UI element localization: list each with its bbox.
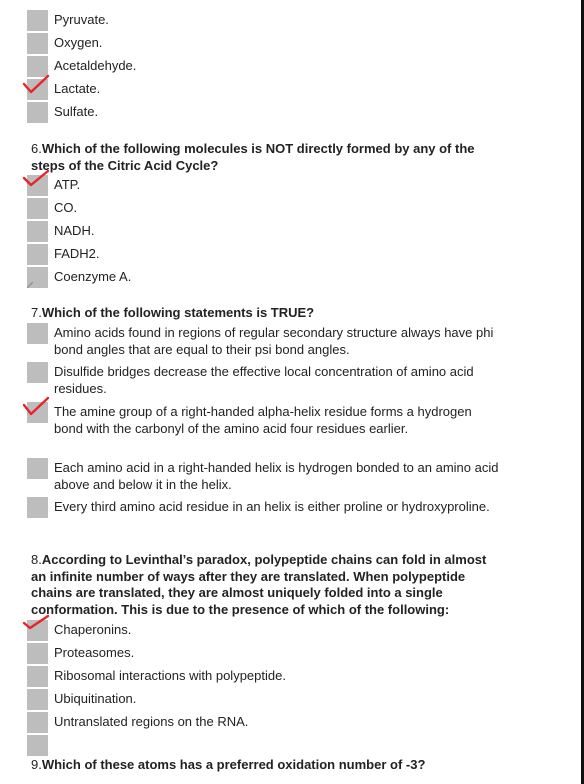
question-9 (31, 757, 501, 774)
checkmark-icon (21, 73, 51, 97)
checkbox[interactable] (27, 458, 48, 479)
checkbox[interactable] (27, 102, 48, 123)
question-8 (31, 552, 501, 618)
question-prompt: According to Levinthal’s paradox, polypeptide chains can fold in almost an infinite number of ways after they are translated. When polypeptide chains are translated, they are almost uniquely folded into a single conformation. This is due to the presence of which of the following: (31, 552, 487, 617)
checkbox[interactable] (27, 221, 48, 242)
option-label: Sulfate. (54, 104, 99, 119)
question-7 (31, 305, 501, 322)
option-label: Proteasomes. (54, 645, 135, 660)
option-label: Disulfide bridges decrease the effective local concentration of amino acid residues. (54, 364, 474, 396)
option-label: Acetaldehyde. (54, 58, 137, 73)
checkbox[interactable] (27, 267, 48, 288)
question-number: 9. (31, 757, 42, 772)
checkbox[interactable] (27, 198, 48, 219)
checkbox[interactable] (27, 33, 48, 54)
checkbox[interactable] (27, 666, 48, 687)
option-label: ATP. (54, 177, 81, 192)
checkbox[interactable] (27, 712, 48, 733)
option-label: Ubiquitination. (54, 691, 137, 706)
checkbox[interactable] (27, 735, 48, 756)
checkbox[interactable] (27, 643, 48, 664)
corner-mark-icon (27, 282, 33, 288)
checkbox[interactable] (27, 362, 48, 383)
checkbox[interactable] (27, 689, 48, 710)
question-prompt: Which of the following statements is TRUE? (41, 305, 315, 320)
question-number: 8. (31, 552, 42, 567)
option-label: Pyruvate. (54, 12, 109, 27)
question-6 (31, 141, 501, 174)
option-label: The amine group of a right-handed alpha-helix residue forms a hydrogen bond with the carbonyl of the amino acid four residues earlier. (54, 404, 472, 436)
option-label: Coenzyme A. (54, 269, 132, 284)
option-label: Oxygen. (54, 35, 103, 50)
option-label: Ribosomal interactions with polypeptide. (54, 668, 286, 683)
option-label: NADH. (54, 223, 95, 238)
option-label: CO. (54, 200, 78, 215)
option-label: Lactate. (54, 81, 101, 96)
checkmark-icon (21, 396, 51, 420)
checkbox[interactable] (27, 323, 48, 344)
option-label: Untranslated regions on the RNA. (54, 714, 249, 729)
option-label: Amino acids found in regions of regular secondary structure always have phi bond angles that are equal to their psi bond angles. (54, 325, 494, 357)
checkmark-icon (21, 614, 51, 638)
question-number: 7. (31, 305, 42, 320)
checkbox[interactable] (27, 10, 48, 31)
question-prompt: Which of the following molecules is NOT directly formed by any of the steps of the Citric Acid Cycle? (31, 141, 475, 173)
option-label: Chaperonins. (54, 622, 132, 637)
checkbox[interactable] (27, 244, 48, 265)
question-number: 6. (31, 141, 42, 156)
option-label: Every third amino acid residue in an helix is either proline or hydroxyproline. (54, 499, 490, 514)
checkmark-icon (21, 169, 51, 193)
option-label: Each amino acid in a right-handed helix is hydrogen bonded to an amino acid above and below it in the helix. (54, 460, 499, 492)
question-prompt: Which of these atoms has a preferred oxidation number of -3? (41, 757, 426, 772)
option-label: FADH2. (54, 246, 100, 261)
checkbox[interactable] (27, 497, 48, 518)
